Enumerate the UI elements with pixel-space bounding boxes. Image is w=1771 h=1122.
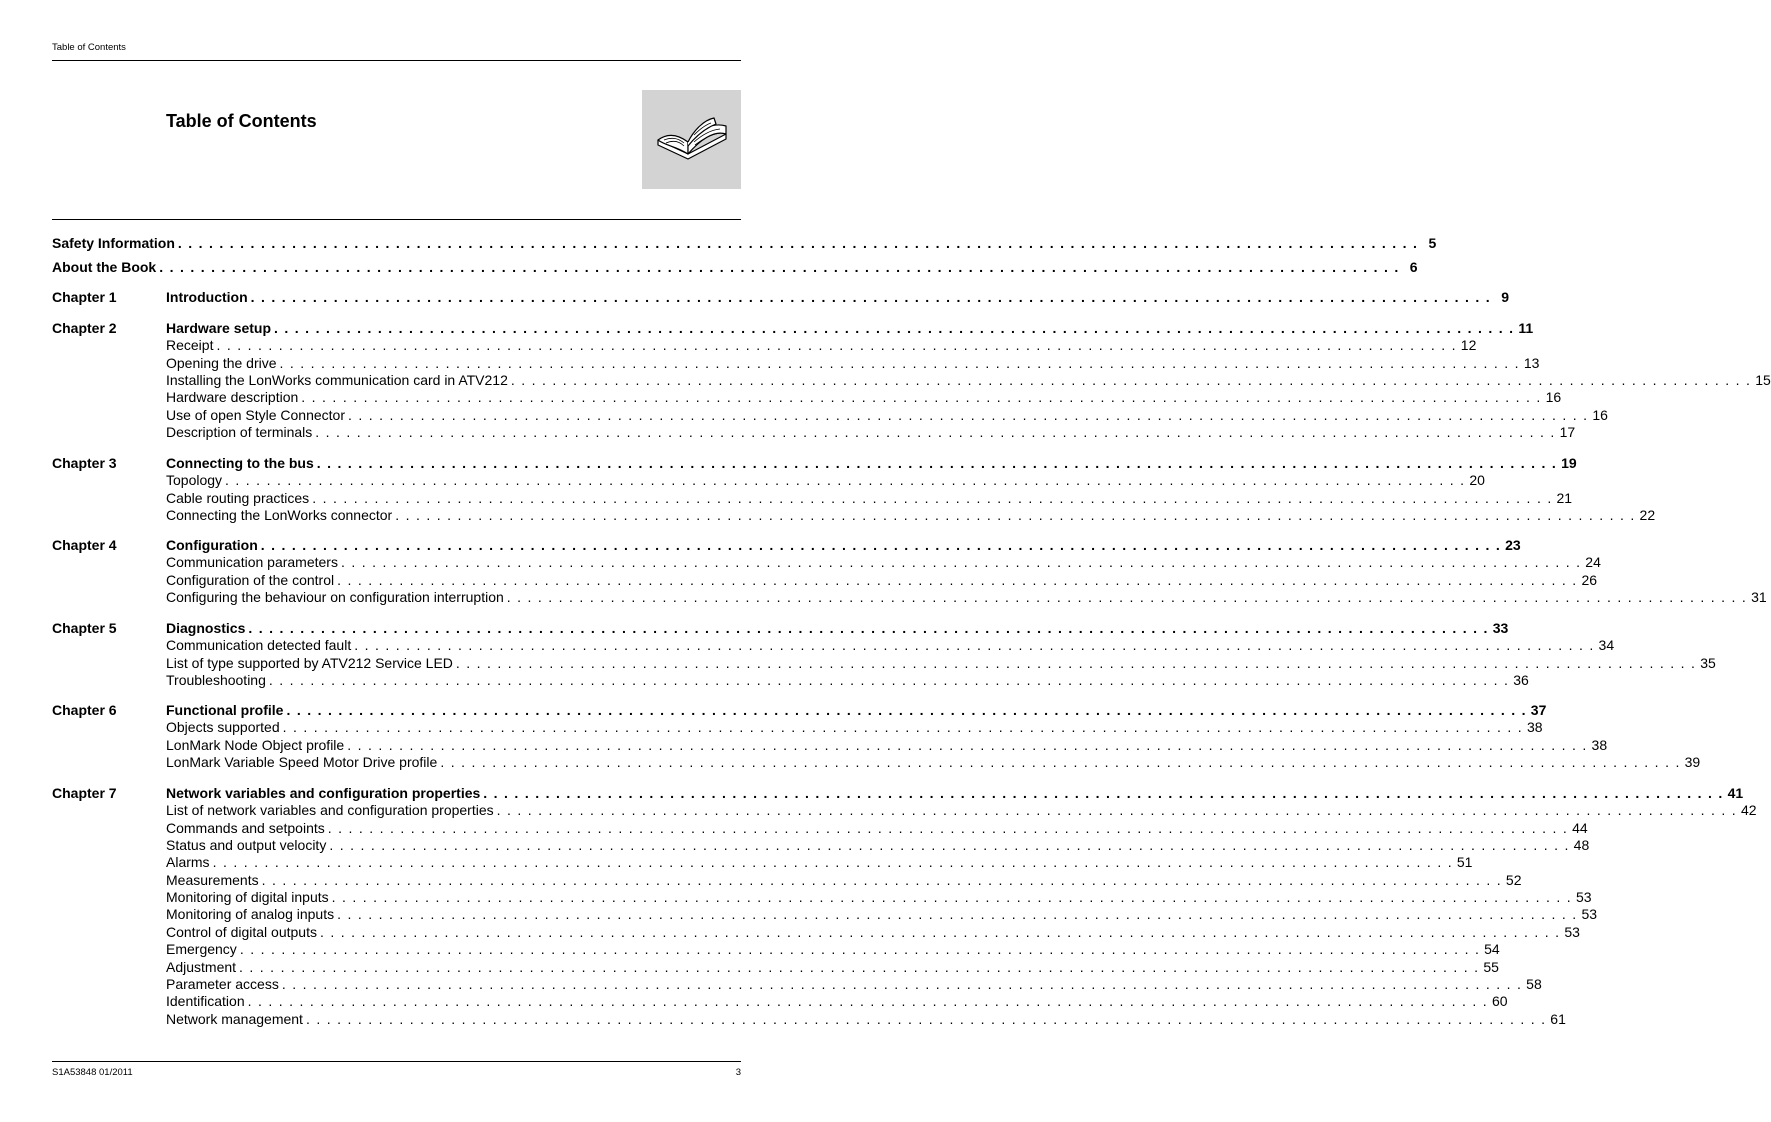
toc-entry-main[interactable] bbox=[166, 536, 1521, 554]
toc-entry-title: Communication detected fault bbox=[166, 637, 352, 654]
chapter-label: Chapter 7 bbox=[52, 785, 117, 801]
dot-leader: . . . . . . . . . . . . . . . . . . . . . . . . . . . . . . . . . . . . . . . . . . . . . . . . . . . . . . . . . . . . . . . . . . . . . . . . . . . . . . . . . . . . . . . . . . . . . . . . . . . . . . . . . . . . . . . . . . . . . . . . bbox=[329, 837, 1570, 854]
dot-leader: . . . . . . . . . . . . . . . . . . . . . . . . . . . . . . . . . . . . . . . . . . . . . . . . . . . . . . . . . . . . . . . . . . . . . . . . . . . . . . . . . . . . . . . . . . . . . . . . . . . . . . . . . . . . . . . . . . . . . . . . bbox=[331, 889, 1572, 906]
toc-entry-title: Objects supported bbox=[166, 719, 280, 736]
toc-entry-title: LonMark Variable Speed Motor Drive profile bbox=[166, 754, 438, 771]
dot-leader: . . . . . . . . . . . . . . . . . . . . . . . . . . . . . . . . . . . . . . . . . . . . . . . . . . . . . . . . . . . . . . . . . . . . . . . . . . . . . . . . . . . . . . . . . . . . . . . . . . . . . . . . . . . . . . . . . . . . . . . . bbox=[327, 819, 1569, 836]
toc-entry[interactable] bbox=[166, 736, 1608, 754]
toc-entry-main[interactable] bbox=[52, 234, 1437, 252]
dot-leader: . . . . . . . . . . . . . . . . . . . . . . . . . . . . . . . . . . . . . . . . . . . . . . . . . . . . . . . . . . . . . . . . . . . . . . . . . . . . . . . . . . . . . . . . . . . . . . . . . . . . . . . . . . . . . . . . . . . . . . . . bbox=[354, 637, 1595, 654]
toc-entry-title: Parameter access bbox=[166, 975, 279, 992]
dot-leader: . . . . . . . . . . . . . . . . . . . . . . . . . . . . . . . . . . . . . . . . . . . . . . . . . . . . . . . . . . . . . . . . . . . . . . . . . . . . . . . . . . . . . . . . . . . . . . . . . . . . . . . . . . . . . . . . . . . . . . . . bbox=[337, 571, 1578, 588]
dot-leader: . . . . . . . . . . . . . . . . . . . . . . . . . . . . . . . . . . . . . . . . . . . . . . . . . . . . . . . . . . . . . . . . . . . . . . . . . . . . . . . . . . . . . . . . . . . . . . . . . . . . . . . . . . . . . . . . . . . . . . . . bbox=[248, 620, 1489, 636]
toc-entry-page: 58 bbox=[1526, 975, 1542, 992]
dot-leader: . . . . . . . . . . . . . . . . . . . . . . . . . . . . . . . . . . . . . . . . . . . . . . . . . . . . . . . . . . . . . . . . . . . . . . . . . . . . . . . . . . . . . . . . . . . . . . . . . . . . . . . . . . . . . . . . . . . . . . . . bbox=[510, 372, 1752, 389]
running-header: Table of Contents bbox=[52, 42, 126, 53]
toc-entry-page: 35 bbox=[1700, 654, 1716, 671]
toc-entry-title: Configuring the behaviour on configuration interruption bbox=[166, 589, 504, 606]
dot-leader: . . . . . . . . . . . . . . . . . . . . . . . . . . . . . . . . . . . . . . . . . . . . . . . . . . . . . . . . . . . . . . . . . . . . . . . . . . . . . . . . . . . . . . . . . . . . . . . . . . . . . . . . . . . . . . . . . . . . . . . . bbox=[305, 1010, 1547, 1027]
toc-entry[interactable] bbox=[166, 636, 1615, 654]
page-title: Table of Contents bbox=[166, 111, 317, 131]
footer-doc-id: S1A53848 01/2011 bbox=[52, 1067, 133, 1078]
dot-leader: . . . . . . . . . . . . . . . . . . . . . . . . . . . . . . . . . . . . . . . . . . . . . . . . . . . . . . . . . . . . . . . . . . . . . . . . . . . . . . . . . . . . . . . . . . . . . . . . . . . . . . . . . . . . . . . . . . . . . . . . bbox=[216, 337, 1457, 354]
toc-entry-page: 19 bbox=[1561, 455, 1577, 471]
toc-entry-page: 53 bbox=[1564, 923, 1580, 940]
toc-entry-page: 31 bbox=[1751, 589, 1767, 606]
toc-entry-page: 48 bbox=[1573, 837, 1590, 854]
toc-entry-page: 53 bbox=[1581, 906, 1598, 923]
dot-leader: . . . . . . . . . . . . . . . . . . . . . . . . . . . . . . . . . . . . . . . . . . . . . . . . . . . . . . . . . . . . . . . . . . . . . . . . . . . . . . . . . . . . . . . . . . . . . . . . . . . . . . . . . . . . . . . . . . . . . . . . bbox=[319, 923, 1561, 940]
chapter-label: Chapter 3 bbox=[52, 455, 117, 471]
toc-entry-page: 55 bbox=[1483, 958, 1499, 975]
dot-leader: . . . . . . . . . . . . . . . . . . . . . . . . . . . . . . . . . . . . . . . . . . . . . . . . . . . . . . . . . . . . . . . . . . . . . . . . . . . . . . . . . . . . . . . . . . . . . . . . . . . . . . . . . . . . . . . . . . . . . . . . bbox=[281, 975, 1523, 992]
toc-entry-title: Configuration bbox=[166, 537, 258, 553]
toc-entry[interactable] bbox=[166, 571, 1598, 589]
dot-leader: . . . . . . . . . . . . . . . . . . . . . . . . . . . . . . . . . . . . . . . . . . . . . . . . . . . . . . . . . . . . . . . . . . . . . . . . . . . . . . . . . . . . . . . . . . . . . . . . . . . . . . . . . . . . . . . . . . . . . . . . bbox=[239, 958, 1480, 975]
dot-leader: . . . . . . . . . . . . . . . . . . . . . . . . . . . . . . . . . . . . . . . . . . . . . . . . . . . . . . . . . . . . . . . . . . . . . . . . . . . . . . . . . . . . . . . . . . . . . . . . . . . . . . . . . . . . . . . . . . . . . . . . bbox=[347, 736, 1588, 753]
dot-leader: . . . . . . . . . . . . . . . . . . . . . . . . . . . . . . . . . . . . . . . . . . . . . . . . . . . . . . . . . . . . . . . . . . . . . . . . . . . . . . . . . . . . . . . . . . . . . . . . . . . . . . . . . . . . . . . . . . . . . . . . bbox=[159, 259, 1400, 275]
toc-entry-main[interactable] bbox=[166, 784, 1744, 802]
toc-entry-title: Opening the drive bbox=[166, 354, 277, 371]
dot-leader: . . . . . . . . . . . . . . . . . . . . . . . . . . . . . . . . . . . . . . . . . . . . . . . . . . . . . . . . . . . . . . . . . . . . . . . . . . . . . . . . . . . . . . . . . . . . . . . . . . . . . . . . . . . . . . . . . . . . . . . . bbox=[315, 424, 1556, 441]
toc-entry-title: Commands and setpoints bbox=[166, 819, 325, 836]
chapter-label: Chapter 6 bbox=[52, 702, 117, 718]
dot-leader: . . . . . . . . . . . . . . . . . . . . . . . . . . . . . . . . . . . . . . . . . . . . . . . . . . . . . . . . . . . . . . . . . . . . . . . . . . . . . . . . . . . . . . . . . . . . . . . . . . . . . . . . . . . . . . . . . . . . . . . . bbox=[506, 589, 1748, 606]
toc-entry-title: Network management bbox=[166, 1010, 303, 1027]
dot-leader: . . . . . . . . . . . . . . . . . . . . . . . . . . . . . . . . . . . . . . . . . . . . . . . . . . . . . . . . . . . . . . . . . . . . . . . . . . . . . . . . . . . . . . . . . . . . . . . . . . . . . . . . . . . . . . . . . . . . . . . . bbox=[274, 320, 1515, 336]
toc-entry-title: List of network variables and configuration properties bbox=[166, 802, 494, 819]
toc-entry[interactable] bbox=[166, 371, 1771, 389]
toc-entry-page: 51 bbox=[1456, 854, 1473, 871]
toc-entry-page: 34 bbox=[1598, 637, 1615, 654]
toc-entry-page: 23 bbox=[1505, 537, 1521, 553]
toc-entry[interactable] bbox=[166, 471, 1485, 489]
toc-entry-title: Status and output velocity bbox=[166, 837, 327, 854]
toc-entry-page: 38 bbox=[1591, 736, 1608, 753]
toc-entry[interactable] bbox=[166, 718, 1543, 736]
toc-entry-page: 26 bbox=[1581, 571, 1598, 588]
chapter-label: Chapter 5 bbox=[52, 620, 117, 636]
dot-leader: . . . . . . . . . . . . . . . . . . . . . . . . . . . . . . . . . . . . . . . . . . . . . . . . . . . . . . . . . . . . . . . . . . . . . . . . . . . . . . . . . . . . . . . . . . . . . . . . . . . . . . . . . . . . . . . . . . . . . . . . bbox=[225, 472, 1466, 489]
toc-entry[interactable] bbox=[166, 801, 1757, 819]
toc-entry[interactable] bbox=[166, 654, 1716, 672]
chapter-label: Chapter 4 bbox=[52, 537, 117, 553]
toc-entry-title: Use of open Style Connector bbox=[166, 406, 345, 423]
toc-entry-main[interactable] bbox=[166, 701, 1547, 719]
toc-entry[interactable] bbox=[166, 336, 1477, 354]
toc-entry[interactable] bbox=[166, 489, 1573, 507]
dot-leader: . . . . . . . . . . . . . . . . . . . . . . . . . . . . . . . . . . . . . . . . . . . . . . . . . . . . . . . . . . . . . . . . . . . . . . . . . . . . . . . . . . . . . . . . . . . . . . . . . . . . . . . . . . . . . . . . . . . . . . . . bbox=[301, 389, 1542, 406]
toc-entry[interactable] bbox=[166, 958, 1499, 976]
toc-entry-page: 24 bbox=[1585, 554, 1601, 571]
toc-entry-title: Emergency bbox=[166, 941, 237, 958]
toc-entry-page: 42 bbox=[1740, 802, 1757, 819]
toc-entry-title: Connecting to the bus bbox=[166, 455, 314, 471]
toc-entry-title: Hardware setup bbox=[166, 320, 272, 336]
toc-entry-title: Description of terminals bbox=[166, 424, 313, 441]
toc-entry-title: Topology bbox=[166, 472, 223, 489]
dot-leader: . . . . . . . . . . . . . . . . . . . . . . . . . . . . . . . . . . . . . . . . . . . . . . . . . . . . . . . . . . . . . . . . . . . . . . . . . . . . . . . . . . . . . . . . . . . . . . . . . . . . . . . . . . . . . . . . . . . . . . . . bbox=[279, 354, 1520, 371]
toc-entry-page: 44 bbox=[1572, 819, 1588, 836]
toc-entry[interactable] bbox=[166, 588, 1767, 606]
toc-entry-title: Diagnostics bbox=[166, 620, 246, 636]
toc-entry-title: Alarms bbox=[166, 854, 210, 871]
dot-leader: . . . . . . . . . . . . . . . . . . . . . . . . . . . . . . . . . . . . . . . . . . . . . . . . . . . . . . . . . . . . . . . . . . . . . . . . . . . . . . . . . . . . . . . . . . . . . . . . . . . . . . . . . . . . . . . . . . . . . . . . bbox=[348, 406, 1589, 423]
footer-rule bbox=[52, 1061, 741, 1062]
dot-leader: . . . . . . . . . . . . . . . . . . . . . . . . . . . . . . . . . . . . . . . . . . . . . . . . . . . . . . . . . . . . . . . . . . . . . . . . . . . . . . . . . . . . . . . . . . . . . . . . . . . . . . . . . . . . . . . . . . . . . . . . bbox=[316, 455, 1558, 471]
toc-entry-page: 12 bbox=[1460, 337, 1477, 354]
toc-entry[interactable] bbox=[166, 423, 1576, 441]
toc-entry-page: 33 bbox=[1492, 620, 1509, 636]
toc-entry[interactable] bbox=[166, 506, 1656, 524]
toc-entry-title: Monitoring of analog inputs bbox=[166, 906, 335, 923]
toc-entry-title: Control of digital outputs bbox=[166, 923, 317, 940]
dot-leader: . . . . . . . . . . . . . . . . . . . . . . . . . . . . . . . . . . . . . . . . . . . . . . . . . . . . . . . . . . . . . . . . . . . . . . . . . . . . . . . . . . . . . . . . . . . . . . . . . . . . . . . . . . . . . . . . . . . . . . . . bbox=[261, 871, 1502, 888]
chapter-label: Chapter 2 bbox=[52, 320, 117, 336]
toc-entry-title: Installing the LonWorks communication card in ATV212 bbox=[166, 372, 508, 389]
toc-entry-title: Cable routing practices bbox=[166, 489, 310, 506]
toc-entry-title: List of type supported by ATV212 Service LED bbox=[166, 654, 453, 671]
toc-entry-main[interactable] bbox=[166, 619, 1509, 637]
dot-leader: . . . . . . . . . . . . . . . . . . . . . . . . . . . . . . . . . . . . . . . . . . . . . . . . . . . . . . . . . . . . . . . . . . . . . . . . . . . . . . . . . . . . . . . . . . . . . . . . . . . . . . . . . . . . . . . . . . . . . . . . bbox=[282, 719, 1523, 736]
dot-leader: . . . . . . . . . . . . . . . . . . . . . . . . . . . . . . . . . . . . . . . . . . . . . . . . . . . . . . . . . . . . . . . . . . . . . . . . . . . . . . . . . . . . . . . . . . . . . . . . . . . . . . . . . . . . . . . . . . . . . . . . bbox=[177, 235, 1419, 251]
toc-entry[interactable] bbox=[166, 406, 1608, 424]
toc-entry-title: Monitoring of digital inputs bbox=[166, 889, 329, 906]
dot-leader: . . . . . . . . . . . . . . . . . . . . . . . . . . . . . . . . . . . . . . . . . . . . . . . . . . . . . . . . . . . . . . . . . . . . . . . . . . . . . . . . . . . . . . . . . . . . . . . . . . . . . . . . . . . . . . . . . . . . . . . . bbox=[250, 289, 1491, 305]
toc-entry-title: LonMark Node Object profile bbox=[166, 736, 345, 753]
toc-entry[interactable] bbox=[166, 836, 1590, 854]
chapter-label: Chapter 1 bbox=[52, 289, 117, 305]
toc-entry-title: Measurements bbox=[166, 871, 259, 888]
toc-entry-title: About the Book bbox=[52, 259, 157, 275]
toc-entry-title: Troubleshooting bbox=[166, 672, 266, 689]
toc-entry-page: 15 bbox=[1755, 372, 1771, 389]
toc-entry-title: Adjustment bbox=[166, 958, 237, 975]
dot-leader: . . . . . . . . . . . . . . . . . . . . . . . . . . . . . . . . . . . . . . . . . . . . . . . . . . . . . . . . . . . . . . . . . . . . . . . . . . . . . . . . . . . . . . . . . . . . . . . . . . . . . . . . . . . . . . . . . . . . . . . . bbox=[337, 906, 1578, 923]
toc-entry-page: 20 bbox=[1469, 472, 1485, 489]
toc-entry-page: 21 bbox=[1556, 489, 1573, 506]
toc-entry-title: Connecting the LonWorks connector bbox=[166, 507, 393, 524]
dot-leader: . . . . . . . . . . . . . . . . . . . . . . . . . . . . . . . . . . . . . . . . . . . . . . . . . . . . . . . . . . . . . . . . . . . . . . . . . . . . . . . . . . . . . . . . . . . . . . . . . . . . . . . . . . . . . . . . . . . . . . . . bbox=[268, 672, 1510, 689]
dot-leader: . . . . . . . . . . . . . . . . . . . . . . . . . . . . . . . . . . . . . . . . . . . . . . . . . . . . . . . . . . . . . . . . . . . . . . . . . . . . . . . . . . . . . . . . . . . . . . . . . . . . . . . . . . . . . . . . . . . . . . . . bbox=[440, 754, 1681, 771]
dot-leader: . . . . . . . . . . . . . . . . . . . . . . . . . . . . . . . . . . . . . . . . . . . . . . . . . . . . . . . . . . . . . . . . . . . . . . . . . . . . . . . . . . . . . . . . . . . . . . . . . . . . . . . . . . . . . . . . . . . . . . . . bbox=[260, 537, 1502, 553]
toc-entry[interactable] bbox=[166, 992, 1508, 1010]
toc-entry-page: 22 bbox=[1639, 507, 1656, 524]
footer-page-number: 3 bbox=[735, 1067, 741, 1078]
toc-entry-title: Safety Information bbox=[52, 235, 175, 251]
dot-leader: . . . . . . . . . . . . . . . . . . . . . . . . . . . . . . . . . . . . . . . . . . . . . . . . . . . . . . . . . . . . . . . . . . . . . . . . . . . . . . . . . . . . . . . . . . . . . . . . . . . . . . . . . . . . . . . . . . . . . . . . bbox=[239, 941, 1481, 958]
toc-entry-page: 36 bbox=[1513, 672, 1529, 689]
toc-entry-title: Receipt bbox=[166, 337, 214, 354]
dot-leader: . . . . . . . . . . . . . . . . . . . . . . . . . . . . . . . . . . . . . . . . . . . . . . . . . . . . . . . . . . . . . . . . . . . . . . . . . . . . . . . . . . . . . . . . . . . . . . . . . . . . . . . . . . . . . . . . . . . . . . . . bbox=[312, 489, 1553, 506]
toc-entry-title: Functional profile bbox=[166, 702, 284, 718]
toc-entry-main[interactable] bbox=[166, 319, 1534, 337]
toc-entry[interactable] bbox=[166, 853, 1473, 871]
toc-entry-page: 38 bbox=[1526, 719, 1543, 736]
dot-leader: . . . . . . . . . . . . . . . . . . . . . . . . . . . . . . . . . . . . . . . . . . . . . . . . . . . . . . . . . . . . . . . . . . . . . . . . . . . . . . . . . . . . . . . . . . . . . . . . . . . . . . . . . . . . . . . . . . . . . . . . bbox=[395, 507, 1636, 524]
toc-entry-page: 13 bbox=[1523, 354, 1540, 371]
toc-entry-page: 39 bbox=[1684, 754, 1701, 771]
toc-entry-page: 11 bbox=[1518, 320, 1534, 336]
toc-entry-page: 5 bbox=[1428, 235, 1437, 251]
toc-entry-main[interactable] bbox=[52, 258, 1418, 276]
toc-entry[interactable] bbox=[166, 975, 1542, 993]
toc-entry[interactable] bbox=[166, 923, 1580, 941]
toc-entry-title: Hardware description bbox=[166, 389, 299, 406]
toc-entry-page: 9 bbox=[1501, 289, 1509, 305]
toc-entry-page: 52 bbox=[1505, 871, 1522, 888]
toc-entry-page: 54 bbox=[1484, 941, 1500, 958]
toc-entry-page: 60 bbox=[1491, 993, 1508, 1010]
toc-entry-page: 53 bbox=[1575, 889, 1592, 906]
toc-entry-title: Introduction bbox=[166, 289, 248, 305]
dot-leader: . . . . . . . . . . . . . . . . . . . . . . . . . . . . . . . . . . . . . . . . . . . . . . . . . . . . . . . . . . . . . . . . . . . . . . . . . . . . . . . . . . . . . . . . . . . . . . . . . . . . . . . . . . . . . . . . . . . . . . . . bbox=[286, 702, 1527, 718]
toc-entry-title: Communication parameters bbox=[166, 554, 338, 571]
toc-entry-page: 16 bbox=[1545, 389, 1562, 406]
toc-entry[interactable] bbox=[166, 388, 1562, 406]
toc-entry[interactable] bbox=[166, 819, 1588, 837]
toc-entry-page: 6 bbox=[1409, 259, 1418, 275]
toc-entry-page: 17 bbox=[1559, 424, 1576, 441]
toc-entry[interactable] bbox=[166, 553, 1601, 571]
toc-entry-page: 41 bbox=[1727, 785, 1744, 801]
dot-leader: . . . . . . . . . . . . . . . . . . . . . . . . . . . . . . . . . . . . . . . . . . . . . . . . . . . . . . . . . . . . . . . . . . . . . . . . . . . . . . . . . . . . . . . . . . . . . . . . . . . . . . . . . . . . . . . . . . . . . . . . bbox=[247, 993, 1488, 1010]
dot-leader: . . . . . . . . . . . . . . . . . . . . . . . . . . . . . . . . . . . . . . . . . . . . . . . . . . . . . . . . . . . . . . . . . . . . . . . . . . . . . . . . . . . . . . . . . . . . . . . . . . . . . . . . . . . . . . . . . . . . . . . . bbox=[340, 554, 1582, 571]
toc-entry[interactable] bbox=[166, 1010, 1566, 1028]
toc-entry[interactable] bbox=[166, 888, 1592, 906]
toc-entry[interactable] bbox=[166, 354, 1540, 372]
toc-entry-title: Identification bbox=[166, 993, 245, 1010]
toc-entry[interactable] bbox=[166, 753, 1701, 771]
toc-entry[interactable] bbox=[166, 671, 1529, 689]
dot-leader: . . . . . . . . . . . . . . . . . . . . . . . . . . . . . . . . . . . . . . . . . . . . . . . . . . . . . . . . . . . . . . . . . . . . . . . . . . . . . . . . . . . . . . . . . . . . . . . . . . . . . . . . . . . . . . . . . . . . . . . . bbox=[483, 785, 1724, 801]
dot-leader: . . . . . . . . . . . . . . . . . . . . . . . . . . . . . . . . . . . . . . . . . . . . . . . . . . . . . . . . . . . . . . . . . . . . . . . . . . . . . . . . . . . . . . . . . . . . . . . . . . . . . . . . . . . . . . . . . . . . . . . . bbox=[496, 802, 1737, 819]
toc-entry-title: Network variables and configuration properties bbox=[166, 785, 481, 801]
toc-entry[interactable] bbox=[166, 905, 1598, 923]
toc-entry-page: 16 bbox=[1592, 406, 1608, 423]
dot-leader: . . . . . . . . . . . . . . . . . . . . . . . . . . . . . . . . . . . . . . . . . . . . . . . . . . . . . . . . . . . . . . . . . . . . . . . . . . . . . . . . . . . . . . . . . . . . . . . . . . . . . . . . . . . . . . . . . . . . . . . . bbox=[455, 654, 1697, 671]
toc-entry-title: Configuration of the control bbox=[166, 571, 335, 588]
toc-entry-main[interactable] bbox=[166, 454, 1577, 472]
toc-entry-main[interactable] bbox=[166, 288, 1509, 306]
dot-leader: . . . . . . . . . . . . . . . . . . . . . . . . . . . . . . . . . . . . . . . . . . . . . . . . . . . . . . . . . . . . . . . . . . . . . . . . . . . . . . . . . . . . . . . . . . . . . . . . . . . . . . . . . . . . . . . . . . . . . . . . bbox=[212, 854, 1453, 871]
toc-entry-page: 61 bbox=[1550, 1010, 1566, 1027]
toc-entry[interactable] bbox=[166, 940, 1500, 958]
toc-entry[interactable] bbox=[166, 871, 1522, 889]
toc-entry-page: 37 bbox=[1530, 702, 1547, 718]
